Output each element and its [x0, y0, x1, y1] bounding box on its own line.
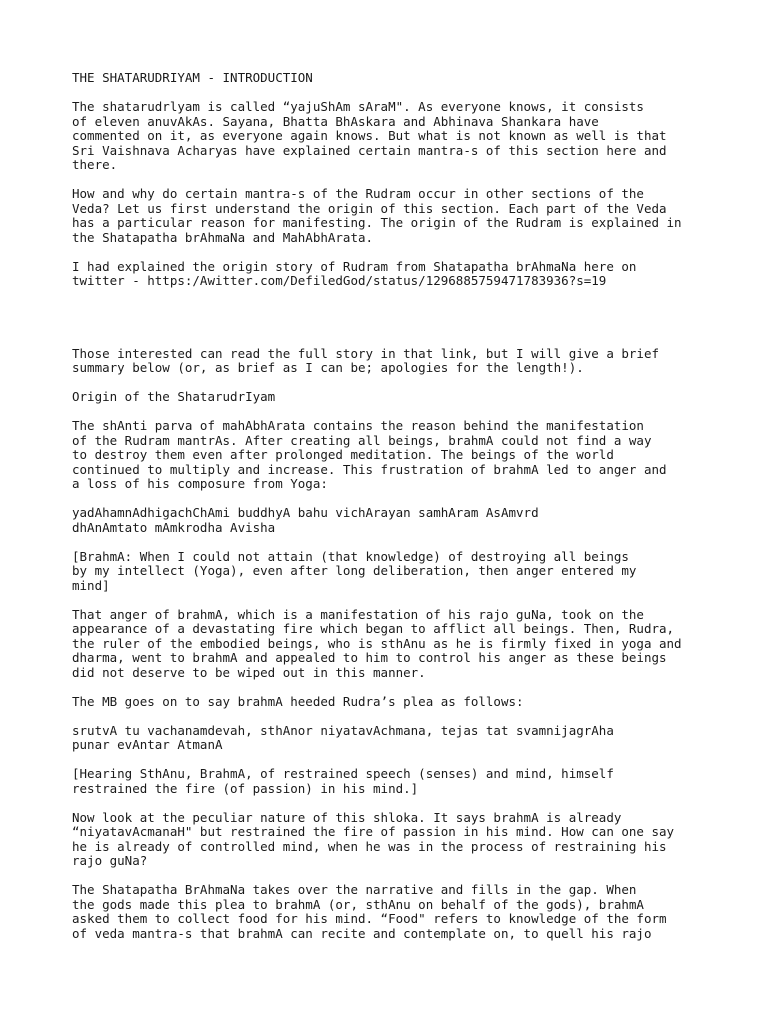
paragraph-mb-plea — [72, 695, 712, 710]
twitter-link-line[interactable]: twitter - https:/Awitter.com/DefiledGod/status/1296885759471783936?s=19 — [72, 273, 607, 288]
text-line: That anger of brahmA, which is a manifestation of his rajo guNa, took on the — [72, 606, 644, 622]
text-line: by my intellect (Yoga), even after long deliberation, then anger entered my — [72, 563, 637, 578]
text-line: Now look at the peculiar nature of this shloka. It says brahmA is already — [72, 809, 622, 825]
paragraph-peculiar-nature — [72, 811, 712, 869]
text-line: commented on it, as everyone again knows. But what is not known as well is that — [72, 128, 667, 143]
shloka-1 — [72, 506, 712, 535]
paragraph-intro — [72, 100, 712, 173]
text-line: of veda mantra-s that brahmA can recite and contemplate on, to quell his rajo — [72, 925, 652, 941]
paragraph-twitter-link — [72, 260, 712, 289]
text-line: appearance of a devastating fire which began to afflict all beings. Then, Rudra, — [72, 621, 675, 636]
text-line: Those interested can read the full story in that link, but I will give a brief — [72, 345, 659, 361]
shloka-line: punar evAntar AtmanA — [72, 737, 223, 752]
paragraph-anger-of-brahma — [72, 608, 712, 681]
text-line: The MB goes on to say brahmA heeded Rudra’s plea as follows: — [72, 693, 524, 709]
text-line: to destroy them even after prolonged meditation. The beings of the world — [72, 447, 614, 462]
shloka-line: dhAnAmtato mAmkrodha Avisha — [72, 519, 276, 535]
text-line: asked them to collect food for his mind. “Food" refers to knowledge of the form — [72, 911, 667, 926]
text-line: there. — [72, 157, 118, 172]
text-line: mind] — [72, 577, 110, 593]
text-line: I had explained the origin story of Rudram from Shatapatha brAhmaNa here on — [72, 258, 637, 274]
document-title-block — [72, 71, 712, 86]
section-heading: Origin of the ShatarudrIyam — [72, 389, 276, 404]
text-line: did not deserve to be wiped out in this manner. — [72, 664, 426, 680]
document-page — [72, 71, 712, 956]
text-line: the ruler of the embodied beings, who is sthAnu as he is firmly fixed in yoga and — [72, 635, 682, 651]
text-line: summary below (or, as brief as I can be; apologies for the length!). — [72, 360, 584, 375]
text-line: has a particular reason for manifesting. The origin of the Rudram is explained in — [72, 215, 682, 230]
text-line: How and why do certain mantra-s of the Rudram occur in other sections of the — [72, 186, 644, 201]
section-heading-block — [72, 390, 712, 405]
shloka-line: srutvA tu vachanamdevah, sthAnor niyatavAchmana, tejas tat svamnijagrAha — [72, 722, 614, 738]
text-line: [BrahmA: When I could not attain (that knowledge) of destroying all beings — [72, 548, 629, 564]
text-line: of the Rudram mantrAs. After creating all beings, brahmA could not find a way — [72, 432, 652, 448]
document-title: THE SHATARUDRIYAM - INTRODUCTION — [72, 70, 313, 85]
paragraph-shatapatha-narrative — [72, 883, 712, 941]
text-line: restrained the fire (of passion) in his mind.] — [72, 780, 419, 796]
text-line: rajo guNa? — [72, 853, 148, 868]
text-line: The shAnti parva of mahAbhArata contains the reason behind the manifestation — [72, 418, 644, 433]
text-line: dharma, went to brahmA and appealed to him to control his anger as these beings — [72, 650, 667, 665]
paragraph-origin-question — [72, 187, 712, 245]
text-line: The shatarudrlyam is called “yajuShAm sAraM". As everyone knows, it consists — [72, 99, 644, 114]
text-line: [Hearing SthAnu, BrahmA, of restrained speech (senses) and mind, himself — [72, 766, 614, 781]
text-line: a loss of his composure from Yoga: — [72, 476, 328, 491]
text-line: the Shatapatha brAhmaNa and MahAbhArata. — [72, 229, 374, 245]
shloka-line: yadAhamnAdhigachChAmi buddhyA bahu vichArayan samhAram AsAmvrd — [72, 505, 539, 520]
paragraph-shanti-parva — [72, 419, 712, 492]
translation-2 — [72, 767, 712, 796]
text-line: Veda? Let us first understand the origin of this section. Each part of the Veda — [72, 200, 667, 216]
blank-space — [72, 303, 712, 347]
text-line: “niyatavAcmanaH" but restrained the fire of passion in his mind. How can one say — [72, 824, 675, 839]
shloka-2 — [72, 724, 712, 753]
text-line: Sri Vaishnava Acharyas have explained certain mantra-s of this section here and — [72, 142, 667, 158]
text-line: he is already of controlled mind, when he was in the process of restraining his — [72, 838, 667, 854]
text-line: of eleven anuvAkAs. Sayana, Bhatta BhAskara and Abhinava Shankara have — [72, 113, 599, 129]
text-line: The Shatapatha BrAhmaNa takes over the narrative and fills in the gap. When — [72, 882, 637, 897]
text-line: continued to multiply and increase. This frustration of brahmA led to anger and — [72, 461, 667, 477]
paragraph-summary-note — [72, 347, 712, 376]
text-line: the gods made this plea to brahmA (or, sthAnu on behalf of the gods), brahmA — [72, 896, 644, 912]
translation-1 — [72, 550, 712, 594]
